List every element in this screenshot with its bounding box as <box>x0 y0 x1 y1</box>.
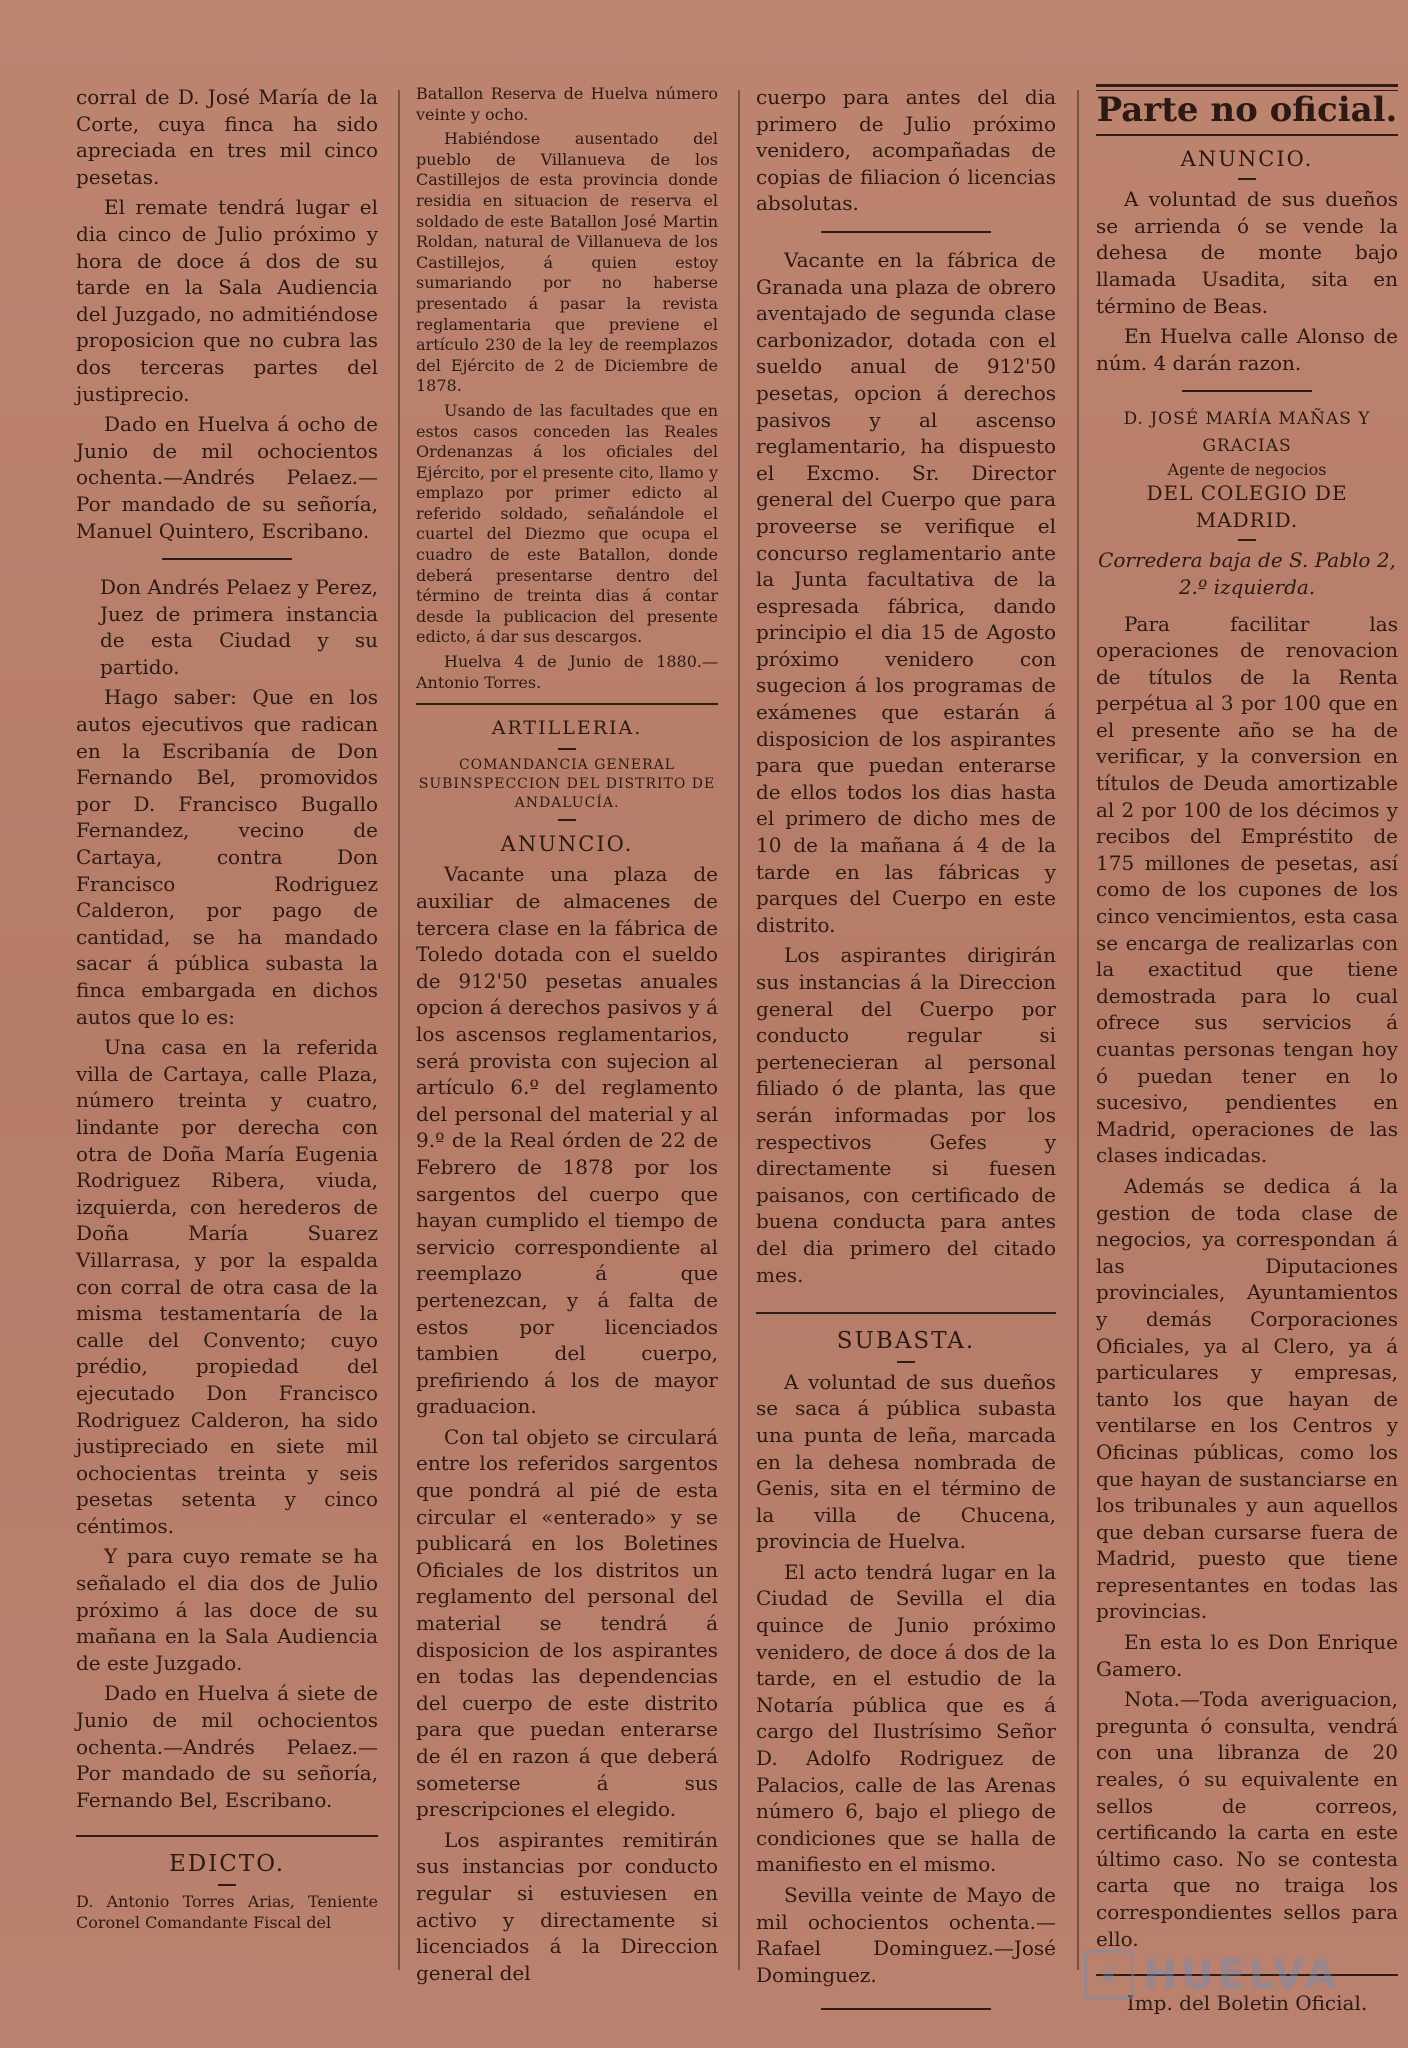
section-subheading: COMANDANCIA GENERAL SUBINSPECCION DEL DISTRITO DE ANDALUCÍA. <box>418 756 716 811</box>
paragraph: Sevilla veinte de Mayo de mil ochocientos ochenta.—Rafael Dominguez.—José Dominguez. <box>756 1883 1056 1987</box>
paragraph: A voluntad de sus dueños se saca á pública subasta una punta de leña, marcada en la dehesa nombrada de Genis, sita en el término de la villa de Chucena, provincia de Huelva. <box>756 1369 1056 1554</box>
paragraph: Dado en Huelva á siete de Junio de mil ochocientos ochenta.—Andrés Pelaez.—Por mandado de su señoría, Fernando Bel, Escribano. <box>76 1681 378 1812</box>
divider <box>756 1312 1056 1314</box>
paragraph: corral de D. José María de la Corte, cuya finca ha sido apreciada en tres mil cinco pesetas. <box>76 85 378 189</box>
column-divider <box>738 90 740 1970</box>
section-heading: ARTILLERIA. <box>491 717 643 740</box>
column-4 <box>1096 84 1398 2017</box>
divider <box>897 1361 915 1363</box>
divider <box>416 703 718 705</box>
paragraph: Vacante en la fábrica de Granada una plaza de obrero aventajado de segunda clase carbonizador, dotada con el sueldo anual de 912'50 pesetas, opcion á derechos pasivos y al ascenso reglamentario, ha dispuesto el Excmo. Sr. Director general del Cuerpo que para proveerse se verifique el concurso reglamentario ante la Junta facultativa de la espresada fábrica, dando principio el dia 15 de Agosto próximo venidero con sugecion á los programas de exámenes que estarán á disposicion de los aspirantes para que puedan enterarse de ellos todos los dias hasta el primero de dicho mes de 10 de la mañana á 4 de la tarde en las fábricas y parques del Cuerpo en este distrito. <box>756 247 1056 937</box>
paragraph: Habiéndose ausentado del pueblo de Villanueva de los Castillejos de esta provincia donde residia en situacion de reserva el soldado de este Batallon José Martin Roldan, natural de Villanueva de los Castillejos, á quien estoy sumariando por no haberse presentado á pasar la revista reglamentaria que previene el artículo 230 de la ley de reemplazos del Ejército de 2 de Diciembre de 1878. <box>416 129 718 396</box>
paragraph: Una casa en la referida villa de Cartaya, calle Plaza, número treinta y cuatro, lindante por derecha con otra de Doña María Eugenia Rodriguez Ribera, viuda, izquierda, con herederos de Doña María Suarez Villarrasa, y por la espalda con corral de otra casa de la misma testamentaría de la calle del Convento; cuyo prédio, propiedad del ejecutado Don Francisco Rodriguez Calderon, ha sido justipreciado en siete mil ochocientas treinta y seis pesetas setenta y cinco céntimos. <box>76 1035 378 1538</box>
paragraph: Para facilitar las operaciones de renovacion de títulos de la Renta perpétua al 3 por 100 que en el presente año se ha de verificar, y la conversion en títulos de Deuda amortizable al 2 por 100 de los décimos y recibos del Empréstito de 175 millones de pesetas, así como de los cupones de los cinco vencimientos, esta casa se encarga de realizarlas con la exactitud que tiene demostrada para lo cual ofrece sus servicios á cuantas personas tengan hoy ó puedan tener en lo sucesivo, pendientes en Madrid, operaciones de las clases indicadas. <box>1096 611 1398 1168</box>
divider <box>1238 178 1256 180</box>
column-3 <box>756 84 1056 2024</box>
paragraph: Con tal objeto se circulará entre los referidos sargentos que pondrá al pié de esta circular el «enterado» y se publicará en los Boletines Oficiales de los distritos un reglamento del personal del material se tendrá á disposicion de los aspirantes en todas las dependencias del cuerpo de este distrito para que puedan enterarse de él en razon á que deberá someterse á sus prescripciones el elegido. <box>416 1424 718 1822</box>
provincial-seal-icon: ♛ <box>1084 1950 1134 2000</box>
paragraph: En esta lo es Don Enrique Gamero. <box>1096 1630 1398 1681</box>
paragraph: Los aspirantes remitirán sus instancias por conducto regular si estuviesen en activo y directamente si licenciados á la Direccion general del <box>416 1827 718 1985</box>
section-heading: ANUNCIO. <box>1180 146 1314 171</box>
divider <box>76 1835 378 1837</box>
imprint: Imp. del Boletin Oficial. <box>1126 1991 1368 2016</box>
section-heading: SUBASTA. <box>836 1328 976 1355</box>
column-divider <box>1077 90 1079 1970</box>
paragraph: Huelva 4 de Junio de 1880.—Antonio Torres. <box>416 652 718 692</box>
archive-watermark <box>1084 1950 1340 2000</box>
paragraph: Hago saber: Que en los autos ejecutivos que radican en la Escribanía de Don Fernando Bel, promovidos por D. Francisco Bugallo Fernandez, vecino de Cartaya, contra Don Francisco Rodriguez Calderon, por pago de cantidad, se ha mandado sacar á pública subasta la finca embargada en dichos autos que lo es: <box>76 685 378 1029</box>
divider <box>1096 134 1398 136</box>
paragraph: cuerpo para antes del dia primero de Julio próximo venidero, acompañadas de copias de filiacion ó licencias absolutas. <box>756 85 1056 216</box>
paragraph: Batallon Reserva de Huelva número veinte y ocho. <box>416 84 718 124</box>
divider <box>218 1884 236 1886</box>
divider <box>1182 390 1312 392</box>
agent-title: Agente de negocios <box>1167 459 1327 479</box>
divider <box>162 558 292 560</box>
paragraph: Don Andrés Pelaez y Perez, Juez de primera instancia de esta Ciudad y su partido. <box>100 575 378 679</box>
agent-address: Corredera baja de S. Pablo 2, 2.º izquierda. <box>1098 548 1396 599</box>
paragraph: A voluntad de sus dueños se arrienda ó se vende la dehesa de monte bajo llamada Usadita, sita en término de Beas. <box>1096 187 1398 318</box>
agent-name: D. JOSÉ MARÍA MAÑAS Y GRACIAS <box>1123 409 1371 456</box>
section-heading: ANUNCIO. <box>500 831 634 856</box>
agent-college: DEL COLEGIO DE MADRID. <box>1146 481 1348 532</box>
divider <box>558 819 576 821</box>
divider <box>821 231 991 233</box>
paragraph: Dado en Huelva á ocho de Junio de mil ochocientos ochenta.—Andrés Pelaez.—Por mandado de su señoría, Manuel Quintero, Escribano. <box>76 412 378 543</box>
paragraph: Usando de las facultades que en estos casos conceden las Reales Ordenanzas á los oficiales del Ejército, por el presente cito, llamo y emplazo por primer edicto al referido soldado, señalándole el cuartel del Diezmo que ocupa el cuadro de este Batallon, donde deberá presentarse dentro del término de treinta dias á contar desde la publicacion del presente edicto, á dar sus descargos. <box>416 400 718 647</box>
paragraph: Y para cuyo remate se ha señalado el dia dos de Julio próximo á las doce de su mañana en la Sala Audiencia de este Juzgado. <box>76 1544 378 1675</box>
section-banner: Parte no oficial. <box>1096 90 1398 130</box>
section-heading: EDICTO. <box>168 1851 286 1878</box>
paragraph: El remate tendrá lugar el dia cinco de Julio próximo y hora de doce á dos de su tarde en la Sala Audiencia del Juzgado, no admitiéndose proposicion que no cubra las dos terceras partes del justiprecio. <box>76 195 378 406</box>
paragraph: El acto tendrá lugar en la Ciudad de Sevilla el dia quince de Junio próximo venidero, de doce á dos de la tarde, en el estudio de la Notaría pública que es á cargo del Ilustrísimo Señor D. Adolfo Rodriguez de Palacios, calle de las Arenas número 6, bajo el pliego de condiciones que se halla de manifiesto en el mismo. <box>756 1559 1056 1877</box>
paragraph: Nota.—Toda averiguacion, pregunta ó consulta, vendrá con una libranza de 20 reales, ó su equivalente en sellos de correos, certificando la carta en este último caso. No se contesta carta que no traiga los correspondientes sellos para ello. <box>1096 1687 1398 1951</box>
column-1 <box>76 84 378 1937</box>
paragraph: Además se dedica á la gestion de toda clase de negocios, ya correspondan á las Diputaciones provinciales, Ayuntamientos y demás Corporaciones Oficiales, ya al Clero, ya á particulares y empresas, tanto los que hayan de ventilarse en los Centros y Oficinas públicas, como los que hayan de sustanciarse en los tribunales y aun aquellos que deban cursarse fuera de Madrid, puesto que tiene representantes en todas las provincias. <box>1096 1173 1398 1624</box>
divider <box>821 2008 991 2010</box>
paragraph: En Huelva calle Alonso de núm. 4 darán razon. <box>1096 324 1398 375</box>
column-divider <box>398 90 400 1970</box>
paragraph: Los aspirantes dirigirán sus instancias á la Direccion general del Cuerpo por conducto regular si pertenecieran al personal filiado ó de planta, las que serán informadas por los respectivos Gefes y directamente si fuesen paisanos, con certificado de buena conducta para antes del dia primero del citado mes. <box>756 943 1056 1287</box>
divider <box>558 748 576 750</box>
paragraph: D. Antonio Torres Arias, Teniente Coronel Comandante Fiscal del <box>76 1892 378 1932</box>
divider <box>1238 539 1256 541</box>
column-2 <box>416 84 718 1990</box>
watermark-text: HUELVA <box>1143 1952 1340 1998</box>
paragraph: Vacante una plaza de auxiliar de almacenes de tercera clase en la fábrica de Toledo dotada con el sueldo de 912'50 pesetas anuales opcion á derechos pasivos y á los ascensos reglamentarios, será provista con sujecion al artículo 6.º del reglamento del personal del material y al 9.º de la Real órden de 22 de Febrero de 1878 por los sargentos del cuerpo que hayan cumplido el tiempo de servicio correspondiente al reemplazo á que pertenezcan, y á falta de estos por licenciados tambien del cuerpo, prefiriendo á los de mayor graduacion. <box>416 862 718 1419</box>
